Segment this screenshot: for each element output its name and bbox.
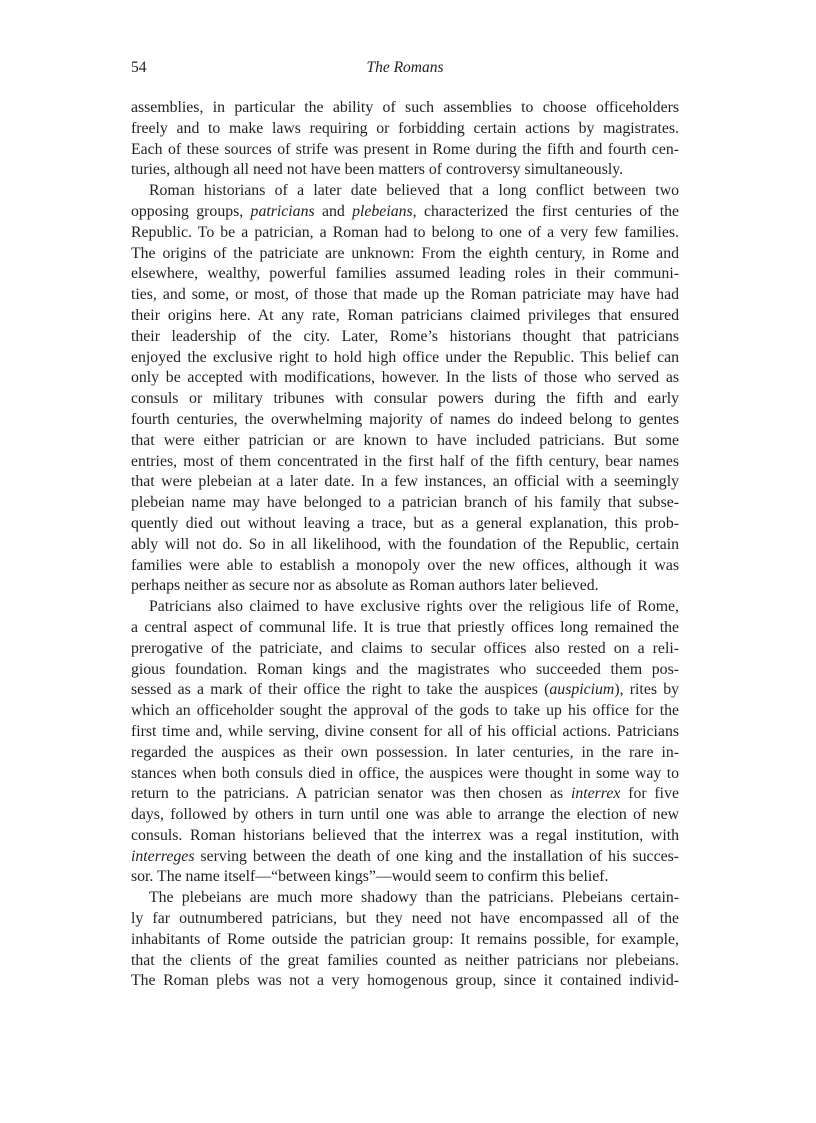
italic-term: interreges <box>131 847 195 865</box>
text-run: a central aspect of communal life. It is true that priestly offices long remained the <box>131 618 679 636</box>
text-run: The Roman plebs was not a very homogenous group, since it contained individ- <box>131 972 679 990</box>
page-number: 54 <box>131 59 147 76</box>
text-line <box>131 181 679 202</box>
text-run: only be accepted with modifications, however. In the lists of those who served as <box>131 369 679 387</box>
text-line <box>131 327 679 348</box>
text-line <box>131 452 679 473</box>
text-line <box>131 431 679 452</box>
text-run: regarded the auspices as their own possession. In later centuries, in the rare in- <box>131 743 679 761</box>
text-line <box>131 867 679 888</box>
text-line <box>131 951 679 972</box>
text-line <box>131 472 679 493</box>
text-run: quently died out without leaving a trace, but as a general explanation, this prob- <box>131 514 679 532</box>
text-line <box>131 680 679 701</box>
text-run: fourth centuries, the overwhelming majority of names do indeed belong to gentes <box>131 410 679 428</box>
text-run: prerogative of the patriciate, and claims to secular offices also rested on a reli- <box>131 639 679 657</box>
text-line <box>131 223 679 244</box>
body-text <box>131 98 679 992</box>
text-run: serving between the death of one king and the installation of his succes- <box>194 847 679 865</box>
text-line <box>131 597 679 618</box>
text-run: which an officeholder sought the approval of the gods to take up his office for the <box>131 702 679 720</box>
text-line <box>131 264 679 285</box>
text-run: plebeian name may have belonged to a patrician branch of his family that subse- <box>131 494 679 512</box>
text-line <box>131 930 679 951</box>
running-title: The Romans <box>366 59 444 76</box>
text-line <box>131 119 679 140</box>
text-run: assemblies, in particular the ability of such assemblies to choose officeholders <box>131 99 679 116</box>
text-run: opposing groups, <box>131 202 251 220</box>
text-run: entries, most of them concentrated in the first half of the fifth century, bear names <box>131 452 679 470</box>
italic-term: patricians <box>250 202 315 220</box>
text-line <box>131 493 679 514</box>
italic-term: auspicium <box>549 681 615 699</box>
text-line <box>131 285 679 306</box>
text-run: days, followed by others in turn until one was able to arrange the election of new <box>131 806 679 824</box>
text-run: Republic. To be a patrician, a Roman had to belong to one of a very few families. <box>131 223 679 241</box>
text-run: consuls or military tribunes with consular powers during the fifth and early <box>131 390 679 408</box>
running-head <box>131 59 679 81</box>
text-line <box>131 514 679 535</box>
text-line <box>131 764 679 785</box>
text-run: that the clients of the great families counted as neither patricians nor plebeians. <box>131 951 679 969</box>
text-line <box>131 556 679 577</box>
text-line <box>131 410 679 431</box>
text-line <box>131 888 679 909</box>
text-run: sessed as a mark of their office the right to take the auspices ( <box>131 681 550 699</box>
text-run: Patricians also claimed to have exclusive rights over the religious life of Rome, <box>149 598 679 616</box>
text-run: The plebeians are much more shadowy than the patricians. Plebeians certain- <box>149 889 679 907</box>
text-run: The origins of the patriciate are unknown: From the eighth century, in Rome and <box>131 244 679 262</box>
text-run: return to the patricians. A patrician senator was then chosen as <box>131 785 571 803</box>
text-run: stances when both consuls died in office, the auspices were thought in some way to <box>131 764 679 782</box>
text-line <box>131 244 679 265</box>
text-run: elsewhere, wealthy, powerful families assumed leading roles in their communi- <box>131 265 679 283</box>
italic-term: interrex <box>570 785 621 803</box>
text-run: freely and to make laws requiring or forbidding certain actions by magistrates. <box>131 119 679 137</box>
text-run: Each of these sources of strife was present in Rome during the fifth and fourth cen- <box>131 140 679 158</box>
text-run: consuls. Roman historians believed that the interrex was a regal institution, with <box>131 826 679 844</box>
text-line <box>131 535 679 556</box>
text-run: ly far outnumbered patricians, but they need not have encompassed all of the <box>131 910 679 928</box>
text-run: ), rites by <box>614 681 679 699</box>
text-line <box>131 971 679 992</box>
text-line <box>131 909 679 930</box>
text-run: gious foundation. Roman kings and the magistrates who succeeded them pos- <box>131 660 679 678</box>
text-run: ably will not do. So in all likelihood, with the foundation of the Republic, certain <box>131 535 679 553</box>
text-line <box>131 784 679 805</box>
text-line <box>131 805 679 826</box>
text-run: first time and, while serving, divine consent for all of his official actions. Patricians <box>131 722 679 740</box>
text-line <box>131 722 679 743</box>
text-run: Roman historians of a later date believed that a long conflict between two <box>149 182 679 200</box>
text-run: inhabitants of Rome outside the patrician group: It remains possible, for example, <box>131 930 679 948</box>
text-run: sor. The name itself—“between kings”—would seem to confirm this belief. <box>131 868 609 886</box>
text-line <box>131 847 679 868</box>
text-line <box>131 826 679 847</box>
text-line <box>131 160 679 181</box>
text-run: and <box>314 202 353 220</box>
text-run: that were plebeian at a later date. In a few instances, an official with a seemingly <box>131 473 679 491</box>
text-run: for five <box>620 785 679 803</box>
text-line <box>131 98 679 119</box>
text-run: their leadership of the city. Later, Rome’s historians thought that patricians <box>131 327 679 345</box>
text-line <box>131 140 679 161</box>
text-run: perhaps neither as secure nor as absolute as Roman authors later believed. <box>131 577 599 595</box>
text-line <box>131 389 679 410</box>
text-line <box>131 368 679 389</box>
text-run: enjoyed the exclusive right to hold high office under the Republic. This belief can <box>131 348 679 366</box>
text-run: that were either patrician or are known to have included patricians. But some <box>131 431 679 449</box>
text-line <box>131 701 679 722</box>
text-run: families were able to establish a monopoly over the new offices, although it was <box>131 556 679 574</box>
text-run: , characterized the first centuries of the <box>412 202 679 220</box>
text-run: their origins here. At any rate, Roman patricians claimed privileges that ensured <box>131 306 679 324</box>
text-run: ties, and some, or most, of those that made up the Roman patriciate may have had <box>131 286 679 304</box>
text-line <box>131 618 679 639</box>
text-line <box>131 639 679 660</box>
text-line <box>131 306 679 327</box>
text-run: turies, although all need not have been matters of controversy simultaneously. <box>131 161 624 179</box>
text-line <box>131 348 679 369</box>
text-line <box>131 202 679 223</box>
italic-term: plebeians <box>352 202 413 220</box>
text-line <box>131 576 679 597</box>
text-line <box>131 660 679 681</box>
text-line <box>131 743 679 764</box>
